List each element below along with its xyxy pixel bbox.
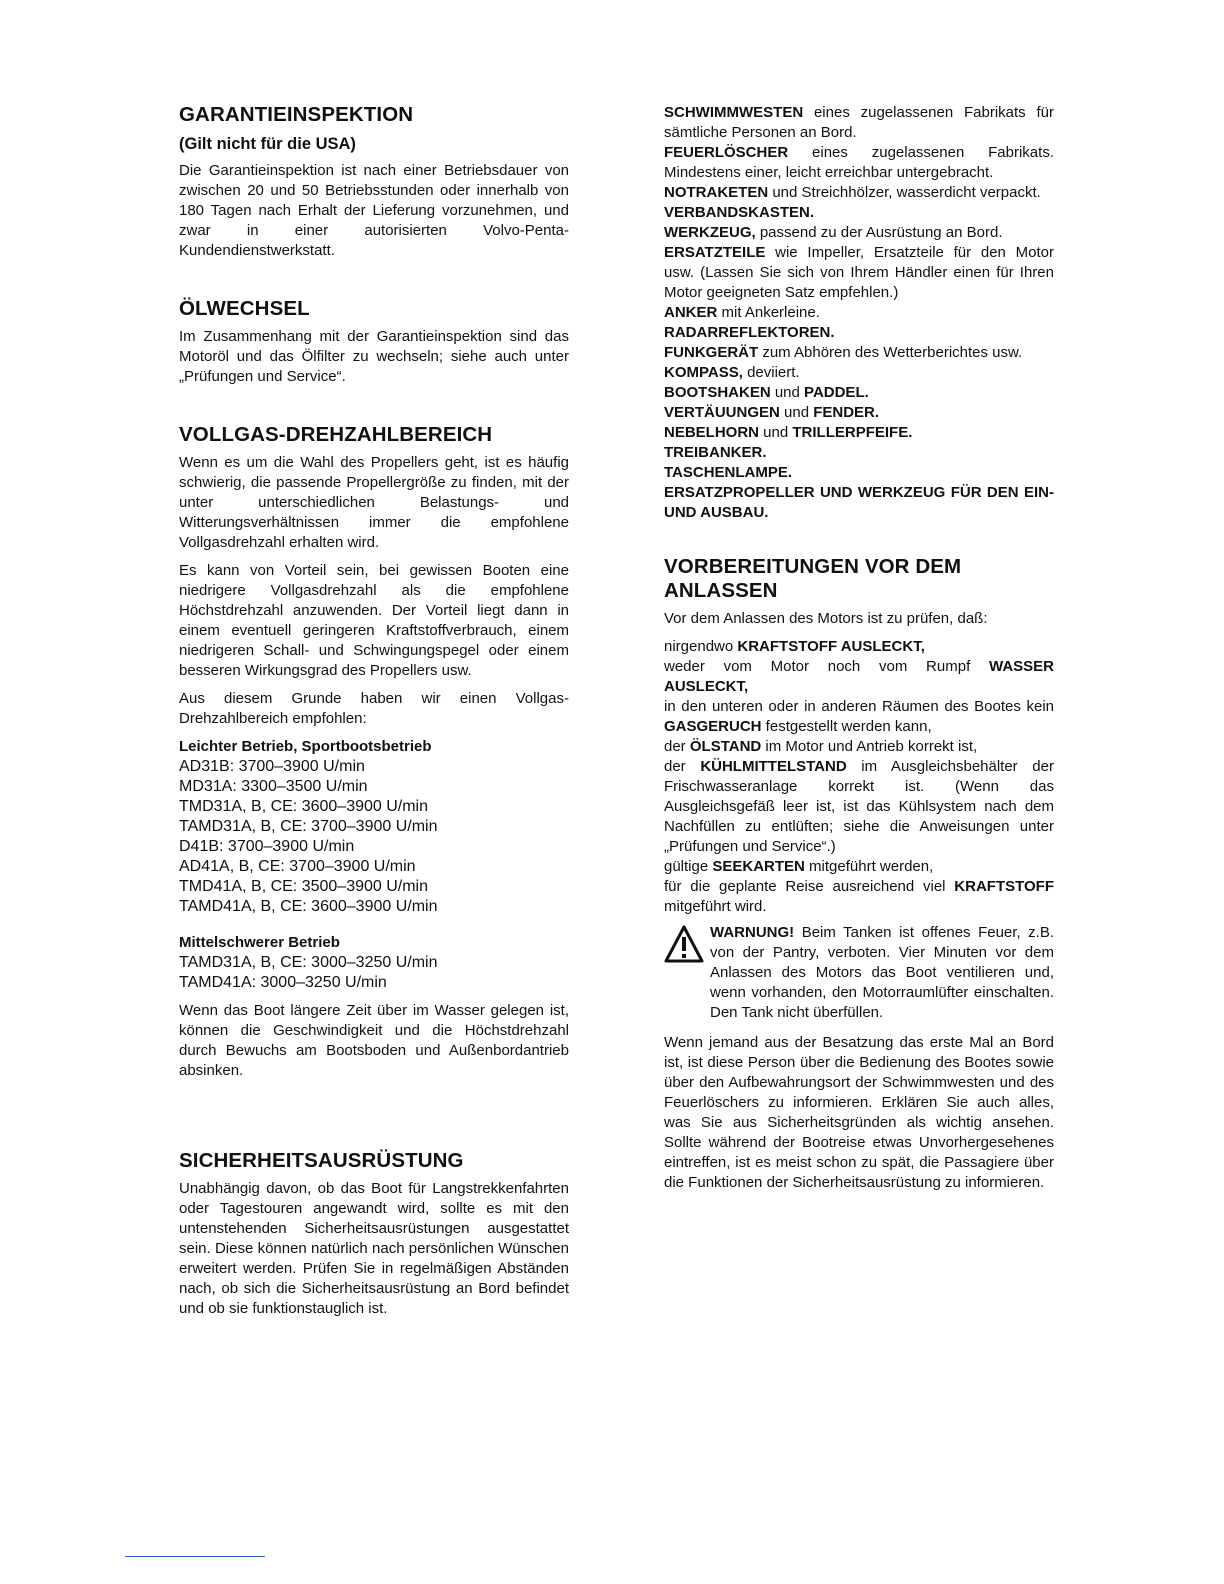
equipment-item: TREIBANKER. [664,444,767,461]
paragraph-crew-briefing: Wenn jemand aus der Besatzung das erste Mal an Bord ist, ist diese Person über die Bedienung des Bootes sowie über den Aufbewahrungsort der Schwimmwesten und des Feuerlöschers zu informieren. Erklären Sie auch alles, was Sie aus Sicherheitsgründen als wichtig ansehen. Sollte während der Bootreise etwas Unvorhergesehenes eintreffen, ist es meist schon zu spät, die Passagiere über die Funktionen der Sicherheitsausrüstung zu informieren. [664,1034,1054,1191]
paragraph-vollgas-2: Es kann von Vorteil sein, bei gewissen Booten eine niedrigere Vollgasdrehzahl als die empfohlene Höchstdrehzahl anzuwenden. Der Vorteil liegt dann in einem eventuell geringeren Kraftstoffverbrauch, einem niedrigeren Schall- und Schwingungspegel oder einem besseren Wirkungsgrad des Propellers usw. [179,562,569,679]
rpm-spec: MD31A: 3300–3500 U/min [179,778,368,795]
equipment-item: SCHWIMMWESTEN eines zugelassenen Fabrikats für sämtliche Personen an Bord. [664,104,1054,141]
warning-triangle-icon [664,925,704,963]
equipment-item: NEBELHORN und TRILLERPFEIFE. [664,424,913,441]
warning-box [664,923,1054,1023]
rpm-spec: TMD41A, B, CE: 3500–3900 U/min [179,878,429,895]
warning-text: WARNUNG! Beim Tanken ist offenes Feuer, z.B. von der Pantry, verboten. Vier Minuten vor dem Anlassen des Motors das Boot ventilieren und, wenn vorhanden, den Motorraumlüfter einschalten. Den Tank nicht überfüllen. [710,924,1054,1021]
heading-vollgas-drehzahlbereich: VOLLGAS-DREHZAHLBEREICH [179,423,493,446]
left-column [179,103,569,1319]
footer-divider [125,1556,265,1557]
paragraph-vollgas-1: Wenn es um die Wahl des Propellers geht, ist es häufig schwierig, die passende Propellergröße zu finden, mit der unter unterschiedlichen Belastungs- und Witterungsverhältnissen immer die empfohlene Vollgasdrehzahl erhalten wird. [179,454,569,551]
warning-label: WARNUNG! [710,924,795,941]
rpm-spec: TMD31A, B, CE: 3600–3900 U/min [179,798,429,815]
heading-garantieinspektion: GARANTIEINSPEKTION [179,103,414,126]
equipment-item: ERSATZTEILE wie Impeller, Ersatzteile für den Motor usw. (Lassen Sie sich von Ihrem Händler einen für Ihren Motor geeigneten Satz empfehlen.) [664,244,1054,301]
medium-operation-list [179,953,569,993]
heading-oelwechsel: ÖLWECHSEL [179,297,310,320]
check-item: weder vom Motor noch vom Rumpf WASSER AUSLECKT, [664,658,1054,695]
equipment-list [664,103,1054,523]
equipment-item: RADARREFLEKTOREN. [664,324,835,341]
medium-operation-heading: Mittelschwerer Betrieb [179,934,340,951]
check-item: für die geplante Reise ausreichend viel KRAFTSTOFF mitgeführt wird. [664,878,1054,915]
rpm-spec: TAMD41A: 3000–3250 U/min [179,974,387,991]
check-item: der ÖLSTAND im Motor und Antrieb korrekt ist, [664,738,978,755]
rpm-spec: TAMD41A, B, CE: 3600–3900 U/min [179,898,438,915]
equipment-item: VERBANDSKASTEN. [664,204,815,221]
light-operation-list [179,757,569,917]
rpm-spec: TAMD31A, B, CE: 3000–3250 U/min [179,954,438,971]
equipment-item: TASCHENLAMPE. [664,464,793,481]
equipment-item: FUNKGERÄT zum Abhören des Wetterberichtes usw. [664,344,1023,361]
paragraph-vorbereitung-intro: Vor dem Anlassen des Motors ist zu prüfen, daß: [664,610,988,627]
check-item: der KÜHLMITTELSTAND im Ausgleichsbehälter der Frischwasseranlage korrekt ist. (Wenn das Ausgleichsgefäß leer ist, ist das Kühlsystem nach dem Nachfüllen zu entlüften; siehe die Anweisungen unter „Prüfungen und Service“.) [664,758,1054,855]
paragraph-garantie: Die Garantieinspektion ist nach einer Betriebsdauer von zwischen 20 und 50 Betriebsstunden oder innerhalb von 180 Tagen nach Erhalt der Lieferung vorzunehmen, und zwar in einer autorisierten Volvo-Penta-Kundendienstwerkstatt. [179,162,569,259]
subheading-usa-exclusion: (Gilt nicht für die USA) [179,135,356,153]
equipment-item: ANKER mit Ankerleine. [664,304,820,321]
heading-sicherheitsausruestung: SICHERHEITSAUSRÜSTUNG [179,1149,464,1172]
rpm-spec: TAMD31A, B, CE: 3700–3900 U/min [179,818,438,835]
check-item: in den unteren oder in anderen Räumen des Bootes kein GASGERUCH festgestellt werden kann, [664,698,1054,735]
paragraph-oelwechsel: Im Zusammenhang mit der Garantieinspektion sind das Motoröl und das Ölfilter zu wechseln; siehe auch unter „Prüfungen und Service“. [179,328,569,385]
equipment-item: BOOTSHAKEN und PADDEL. [664,384,869,401]
light-operation-heading: Leichter Betrieb, Sportbootsbetrieb [179,738,432,755]
prestart-checklist [664,637,1054,917]
paragraph-vollgas-3: Aus diesem Grunde haben wir einen Vollgas-Drehzahlbereich empfohlen: [179,690,569,727]
equipment-item: WERKZEUG, passend zu der Ausrüstung an Bord. [664,224,1003,241]
paragraph-sicherheit: Unabhängig davon, ob das Boot für Langstrekkenfahrten oder Tagestouren angewandt wird, sollte es mit den untenstehenden Sicherheitsausrüstungen ausgestattet sein. Diese können natürlich nach persönlichen Wünschen erweitert werden. Prüfen Sie in regelmäßigen Abständen nach, ob sich die Sicherheitsausrüstung an Bord befindet und ob sie funktionstauglich ist. [179,1180,569,1317]
equipment-item: NOTRAKETEN und Streichhölzer, wasserdicht verpackt. [664,184,1041,201]
right-column [664,103,1054,1193]
rpm-spec: AD41A, B, CE: 3700–3900 U/min [179,858,416,875]
rpm-spec: AD31B: 3700–3900 U/min [179,758,365,775]
equipment-item: VERTÄUUNGEN und FENDER. [664,404,880,421]
paragraph-vollgas-4: Wenn das Boot längere Zeit über im Wasser gelegen ist, können die Geschwindigkeit und die Höchstdrehzahl durch Bewuchs am Bootsboden und Außenbordantrieb absinken. [179,1002,569,1079]
rpm-spec: D41B: 3700–3900 U/min [179,838,355,855]
check-item: gültige SEEKARTEN mitgeführt werden, [664,858,934,875]
equipment-item: KOMPASS, deviiert. [664,364,800,381]
equipment-item: ERSATZPROPELLER UND WERKZEUG FÜR DEN EIN- UND AUSBAU. [664,484,1054,521]
check-item: nirgendwo KRAFTSTOFF AUSLECKT, [664,638,925,655]
heading-vorbereitungen: VORBEREITUNGEN VOR DEM ANLASSEN [664,555,962,602]
equipment-item: FEUERLÖSCHER eines zugelassenen Fabrikats. Mindestens einer, leicht erreichbar untergebracht. [664,144,1054,181]
